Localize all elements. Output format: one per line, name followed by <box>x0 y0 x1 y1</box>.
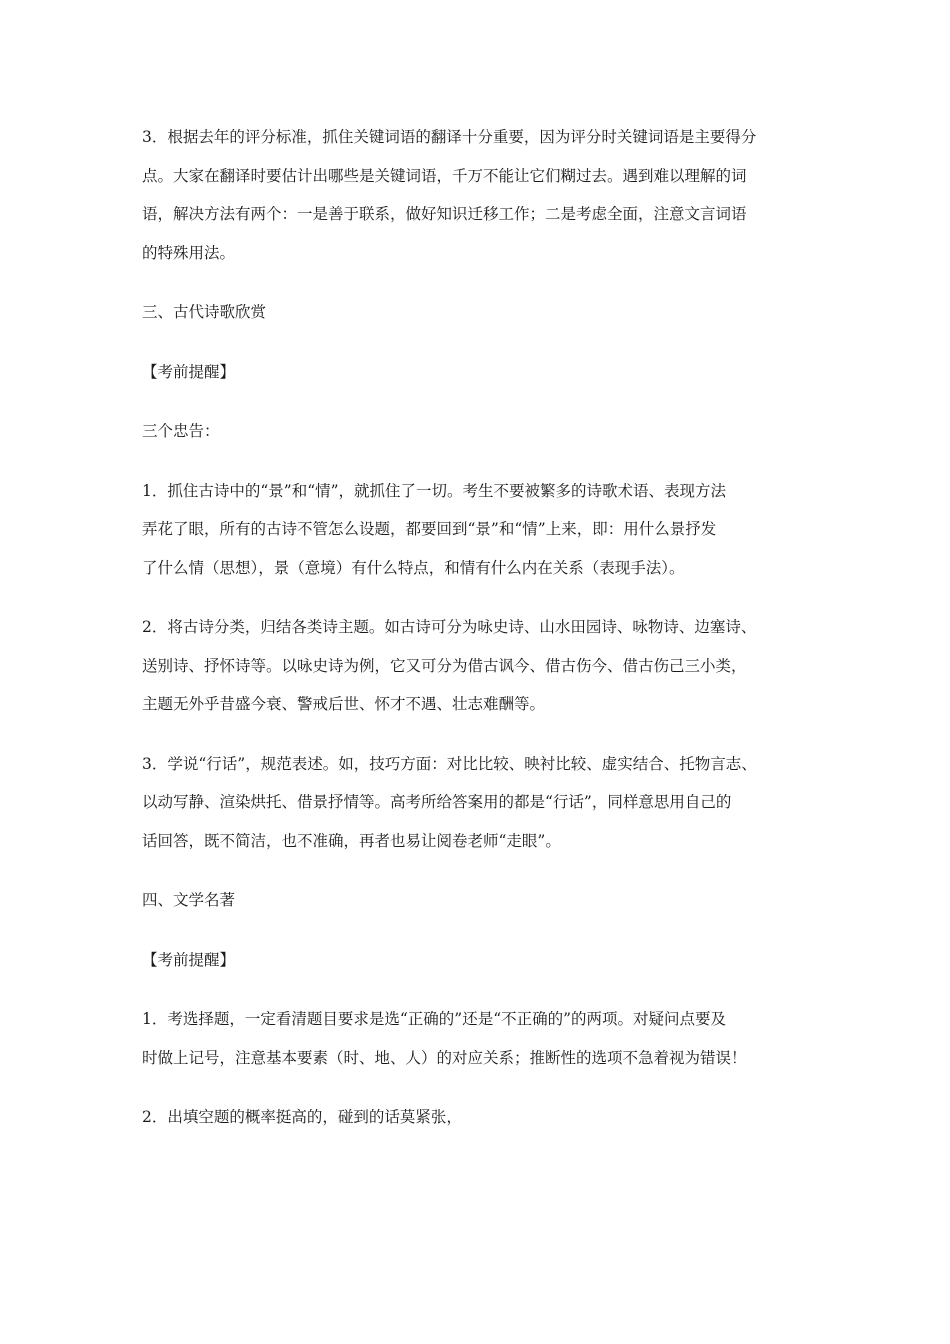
paragraph-poetry-tip-3 <box>142 745 822 861</box>
text-line: 话回答，既不简洁，也不准确，再者也易让阅卷老师“走眼”。 <box>142 831 561 850</box>
heading-text: 三个忠告： <box>142 422 220 440</box>
document-body <box>142 118 822 1158</box>
text-line: 弄花了眼，所有的古诗不管怎么设题，都要回到“景”和“情”上来，即：用什么景抒发 <box>142 520 717 538</box>
text-line: 的特殊用法。 <box>142 243 236 262</box>
text-line: 主题无外乎昔盛今衰、警戒后世、怀才不遇、壮志难酬等。 <box>142 695 546 713</box>
heading-text: 三、古代诗歌欣赏 <box>142 303 267 321</box>
text-line: 2．将古诗分类，归结各类诗主题。如古诗可分为咏史诗、山水田园诗、咏物诗、边塞诗、 <box>142 618 757 636</box>
paragraph-poetry-tip-1 <box>142 472 822 588</box>
three-advices-heading <box>142 412 822 451</box>
paragraph-literature-tip-2 <box>142 1098 822 1137</box>
text-line: 点。大家在翻译时要估计出哪些是关键词语，千万不能让它们糊过去。遇到难以理解的词 <box>142 166 747 185</box>
section-heading-literature <box>142 881 822 920</box>
paragraph-translation-tip-3 <box>142 118 822 272</box>
text-line: 3．学说“行话”，规范表述。如，技巧方面：对比比较、映衬比较、虚实结合、托物言志、 <box>142 754 757 773</box>
text-line: 2．出填空题的概率挺高的，碰到的话莫紧张， <box>142 1108 462 1126</box>
heading-text: 四、文学名著 <box>142 891 236 909</box>
paragraph-literature-tip-1 <box>142 1000 822 1077</box>
exam-reminder-heading <box>142 353 822 392</box>
text-line: 时做上记号，注意基本要素（时、地、人）的对应关系；推断性的选项不急着视为错误！ <box>142 1048 747 1067</box>
text-line: 1．考选择题，一定看清题目要求是选“正确的”还是“不正确的”的两项。对疑问点要及 <box>142 1010 727 1028</box>
text-line: 以动写静、渲染烘托、借景抒情等。高考所给答案用的都是“行话”，同样意思用自己的 <box>142 793 732 811</box>
text-line: 语，解决方法有两个：一是善于联系，做好知识迁移工作；二是考虑全面，注意文言词语 <box>142 205 747 223</box>
exam-reminder-heading <box>142 941 822 980</box>
text-line: 1．抓住古诗中的“景”和“情”，就抓住了一切。考生不要被繁多的诗歌术语、表现方法 <box>142 481 727 500</box>
text-line: 了什么情（思想），景（意境）有什么特点，和情有什么内在关系（表现手法）。 <box>142 558 685 577</box>
paragraph-poetry-tip-2 <box>142 608 822 724</box>
heading-text: 【考前提醒】 <box>142 950 236 969</box>
section-heading-poetry <box>142 293 822 332</box>
heading-text: 【考前提醒】 <box>142 362 236 381</box>
text-line: 3．根据去年的评分标准，抓住关键词语的翻译十分重要，因为评分时关键词语是主要得分 <box>142 128 757 146</box>
text-line: 送别诗、抒怀诗等。以咏史诗为例，它又可分为借古讽今、借古伤今、借古伤己三小类， <box>142 656 747 675</box>
